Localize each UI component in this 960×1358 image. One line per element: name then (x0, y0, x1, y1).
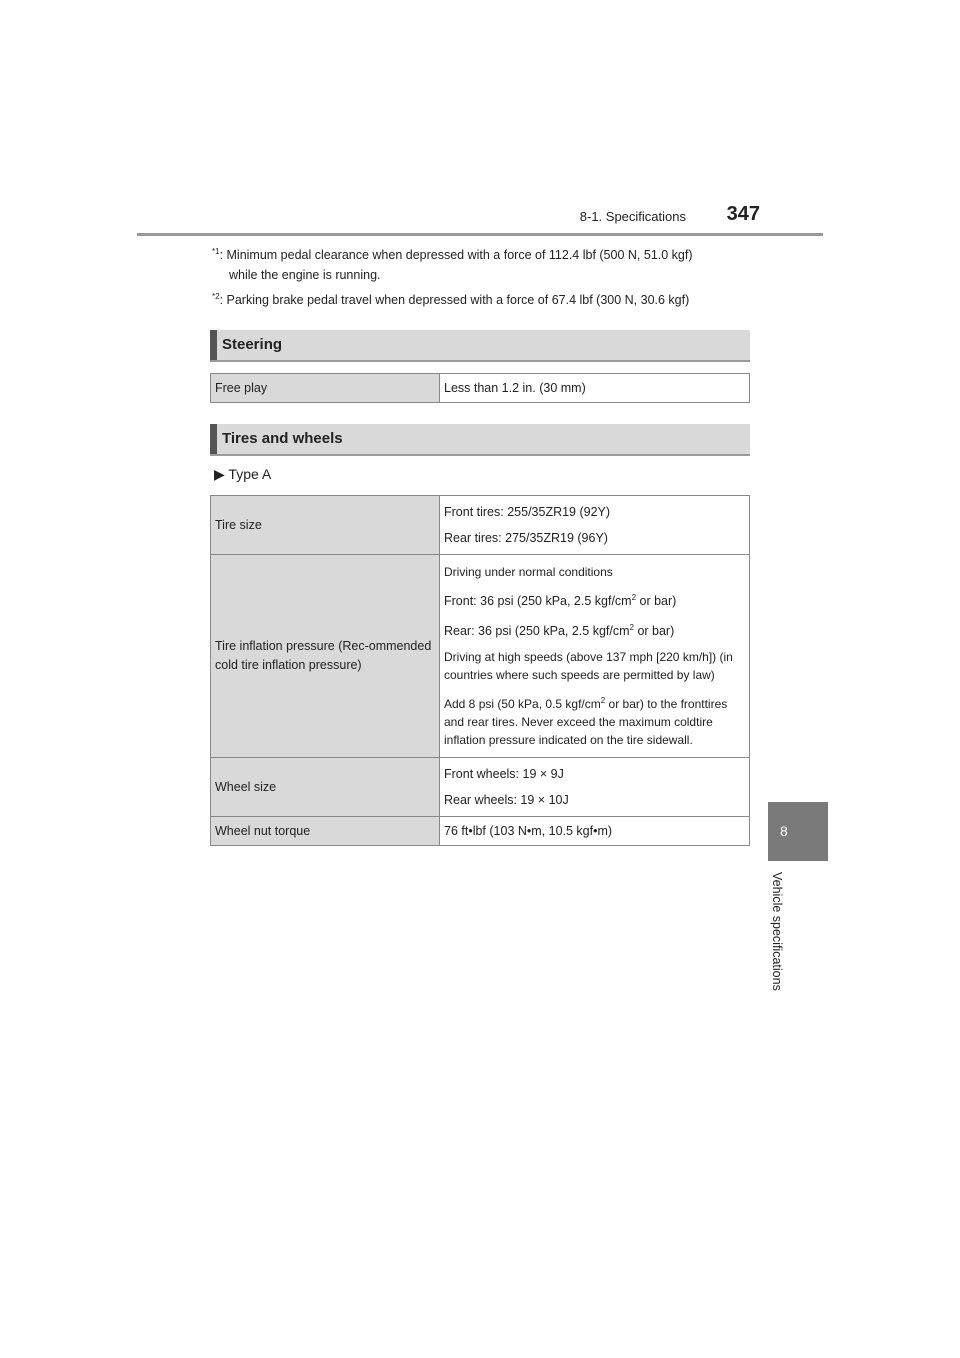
row-label: Wheel size (211, 758, 440, 817)
triangle-bullet-icon: ▶ (214, 466, 225, 482)
footnote-text: : Minimum pedal clearance when depressed with a force of 112.4 lbf (500 N, 51.0 kgf) (219, 248, 693, 263)
steering-table (210, 373, 750, 403)
footnote-1 (212, 242, 772, 285)
front-pressure: Front: 36 psi (250 kPa, 2.5 kgf/$cm^2$ or bar) (444, 593, 677, 609)
rear-pressure: Rear: 36 psi (250 kPa, 2.5 kgf/$cm^2$ or bar) (444, 622, 675, 638)
header-rule (137, 233, 823, 236)
footnote-text: : Parking brake pedal travel when depressed with a force of 67.4 lbf (300 N, 30.6 kgf) (219, 293, 690, 308)
heading-text: Tires and wheels (222, 430, 343, 447)
row-label: Free play (211, 374, 440, 403)
row-value: 76 ft•lbf (103 N•m, 10.5 kgf•m) (440, 817, 750, 846)
table-row (211, 555, 750, 758)
table-row (211, 496, 750, 555)
row-label: Wheel nut torque (211, 817, 440, 846)
rear-tire-size: Rear tires: 275/35ZR19 (96Y) (444, 531, 608, 545)
row-label: Tire inflation pressure (Rec-ommended cold tire inflation pressure) (211, 555, 440, 758)
chapter-label: Vehicle specifications (770, 872, 784, 991)
chapter-number: 8 (780, 823, 788, 839)
type-a-label (214, 466, 271, 483)
normal-conditions: Driving under normal conditions (444, 565, 613, 580)
tires-heading (210, 424, 750, 456)
footnote-mark: *2 (212, 292, 220, 301)
front-tire-size: Front tires: 255/35ZR19 (92Y) (444, 505, 611, 519)
footnote-text-cont: while the engine is running. (229, 268, 381, 283)
rear-wheel-size: Rear wheels: 19 × 10J (444, 793, 569, 807)
heading-text: Steering (222, 336, 283, 353)
tires-table (210, 495, 750, 846)
steering-heading (210, 330, 750, 362)
section-title: 8-1. Specifications (579, 209, 686, 224)
table-row (211, 758, 750, 817)
table-row (211, 817, 750, 846)
table-row (211, 374, 750, 403)
front-wheel-size: Front wheels: 19 × 9J (444, 767, 564, 781)
high-speed-conditions: Driving at high speeds (above 137 mph [220 km/h]) (in countries where such speeds are permitted by law) (444, 649, 733, 682)
footnote-mark: *1 (212, 247, 220, 256)
type-text: Type A (228, 466, 272, 482)
page-number: 347 (726, 203, 760, 225)
footnote-2 (212, 287, 772, 310)
high-speed-adjustment: Add 8 psi (50 kPa, 0.5 kgf/$cm^2$ or bar) to the fronttires and rear tires. Never exceed the maximum coldtire inflation pressure indicated on the tire sidewall. (444, 695, 728, 747)
row-value: Less than 1.2 in. (30 mm) (440, 374, 750, 403)
row-label: Tire size (211, 496, 440, 555)
chapter-tab[interactable] (768, 802, 828, 861)
